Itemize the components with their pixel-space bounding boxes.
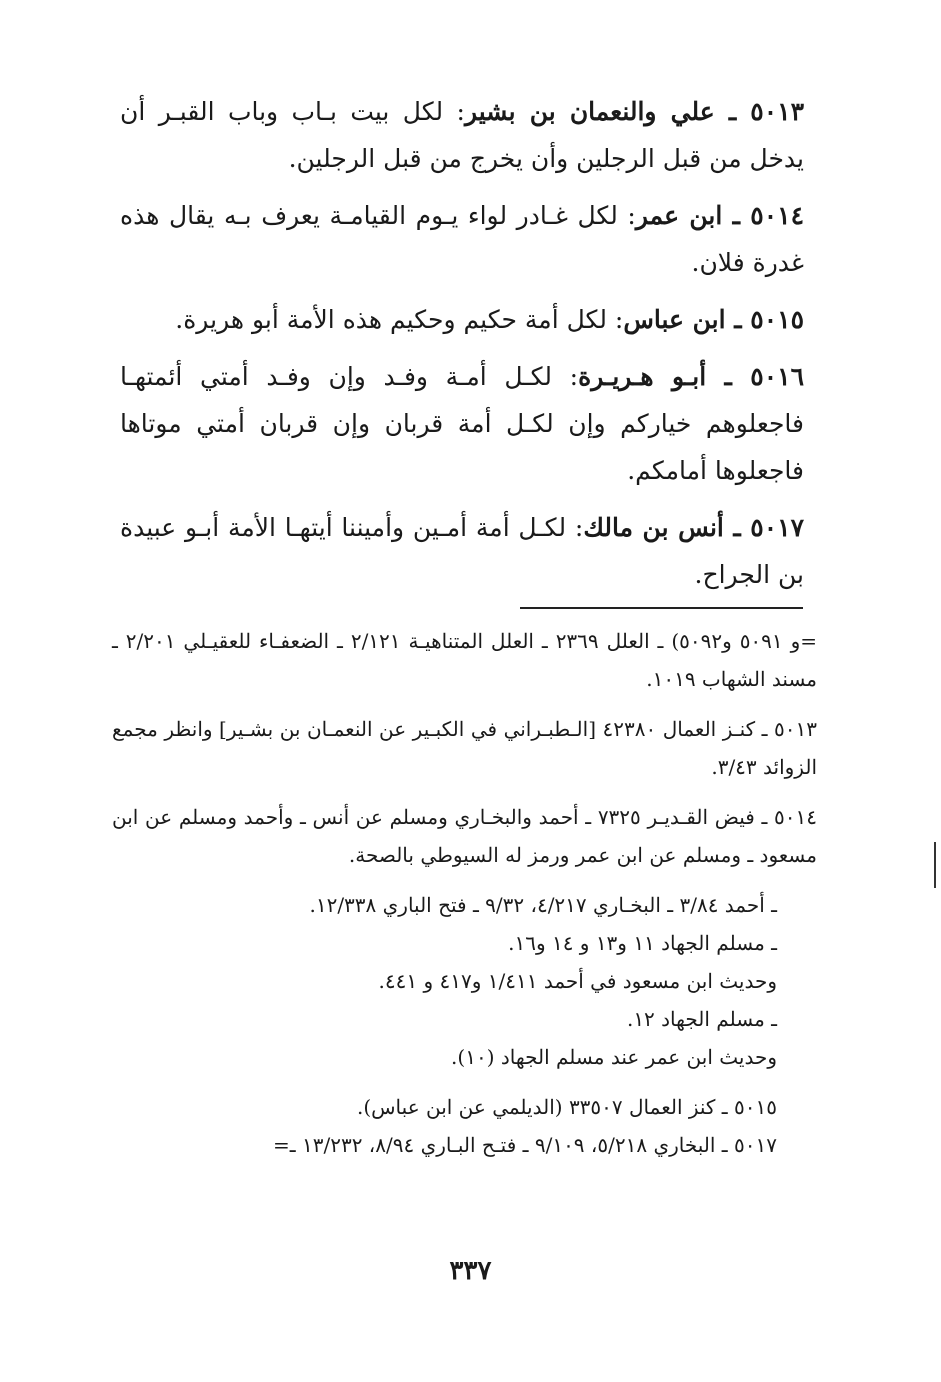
hadith-entry-5017 xyxy=(120,504,804,598)
footnote-line: ـ مسلم الجهاد ١١ و١٣ و ١٤ و١٦. xyxy=(508,931,777,955)
hadith-number: ٥٠١٥ xyxy=(750,305,804,334)
hadith-text: : لكـل أمة أمـين وأميننا أيتهـا الأمة أبـو عبيدة بن الجراح. xyxy=(120,513,804,589)
hadith-narrator: ابن عمر xyxy=(635,201,723,230)
hadith-narrator: علي والنعمان بن بشير xyxy=(464,97,715,126)
footnote-line: ـ أحمد ٣/٨٤ ـ البخـاري ٤/٢١٧، ٩/٣٢ ـ فتح الباري ١٢/٣٣٨. xyxy=(309,893,777,917)
hadith-number: ٥٠١٤ xyxy=(750,201,804,230)
hadith-text: : لكـل أمـة وفـد وإن وفـد أمتي أئمتهـا فاجعلوهم خياركم وإن لكـل أمة قربان وإن قربان أمتي موتاها فاجعلوها أمامكم. xyxy=(120,362,804,485)
footnote-5015: ٥٠١٥ ـ كنز العمال ٣٣٥٠٧ (الديلمي عن ابن عباس). xyxy=(356,1095,777,1119)
hadith-separator: ـ xyxy=(706,362,751,391)
footnote-5013: ٥٠١٣ ـ كنـز العمال ٤٢٣٨٠ [الـطبـراني في الكبـير عن النعمـان بن بشـير] وانظر مجمع الزوائد ٣/٤٣. xyxy=(112,717,817,779)
hadith-narrator: ابن عباس xyxy=(623,305,726,334)
hadith-entry-5016 xyxy=(120,353,804,494)
footnote-5014: ٥٠١٤ ـ فيض القـديـر ٧٣٢٥ ـ أحمد والبخـاري ومسلم عن أنس ـ وأحمد ومسلم عن ابن مسعود ـ ومسلم عن ابن عمر ورمز له السيوطي بالصحة. xyxy=(112,805,817,867)
footnote-line: ـ مسلم الجهاد ١٢. xyxy=(626,1007,777,1031)
hadith-entry-5015 xyxy=(120,296,804,343)
hadith-entry-5013 xyxy=(120,88,804,182)
hadith-number: ٥٠١٣ xyxy=(750,97,804,126)
page-number: ٣٣٧ xyxy=(449,1256,492,1286)
hadith-text: : لكل بيت بـاب وباب القبـر أن يدخل من قبل الرجلين وأن يخرج من قبل الرجلين. xyxy=(120,97,804,173)
footnote-line: وحديث ابن عمر عند مسلم الجهاد (١٠). xyxy=(451,1045,777,1069)
hadith-separator: ـ xyxy=(722,201,751,230)
hadith-number: ٥٠١٧ xyxy=(750,513,804,542)
hadith-text: : لكل غـادر لواء يـوم القيامـة يعرف بـه يقال هذه غدرة فلان. xyxy=(120,201,804,277)
hadith-narrator: أنس بن مالك xyxy=(583,513,724,542)
hadith-number: ٥٠١٦ xyxy=(750,362,804,391)
hadith-separator: ـ xyxy=(714,97,751,126)
footnote-line: وحديث ابن مسعود في أحمد ١/٤١١ و٤١٧ و ٤٤١. xyxy=(378,969,777,993)
hadith-entry-5014 xyxy=(120,192,804,286)
hadith-text: : لكل أمة حكيم وحكيم هذه الأمة أبو هريرة. xyxy=(175,305,624,334)
footnote-continuation: =و ٥٠٩١ و٥٠٩٢) ـ العلل ٢٣٦٩ ـ العلل المتناهيـة ٢/١٢١ ـ الضعفـاء للعقيـلي ٢/٢٠١ ـ مسند الشهاب ١٠١٩. xyxy=(112,629,817,691)
hadith-narrator: أبـو هـريـرة xyxy=(578,362,707,391)
margin-mark xyxy=(934,842,936,888)
footnotes-section xyxy=(112,622,817,1164)
hadith-separator: ـ xyxy=(725,305,751,334)
footnote-5017: ٥٠١٧ ـ البخاري ٥/٢١٨، ٩/١٠٩ ـ فتـح البـاري ٨/٩٤، ١٣/٢٣٢ ـ= xyxy=(273,1133,777,1157)
hadith-list xyxy=(120,88,804,608)
hadith-separator: ـ xyxy=(723,513,751,542)
footnote-divider xyxy=(520,607,803,609)
